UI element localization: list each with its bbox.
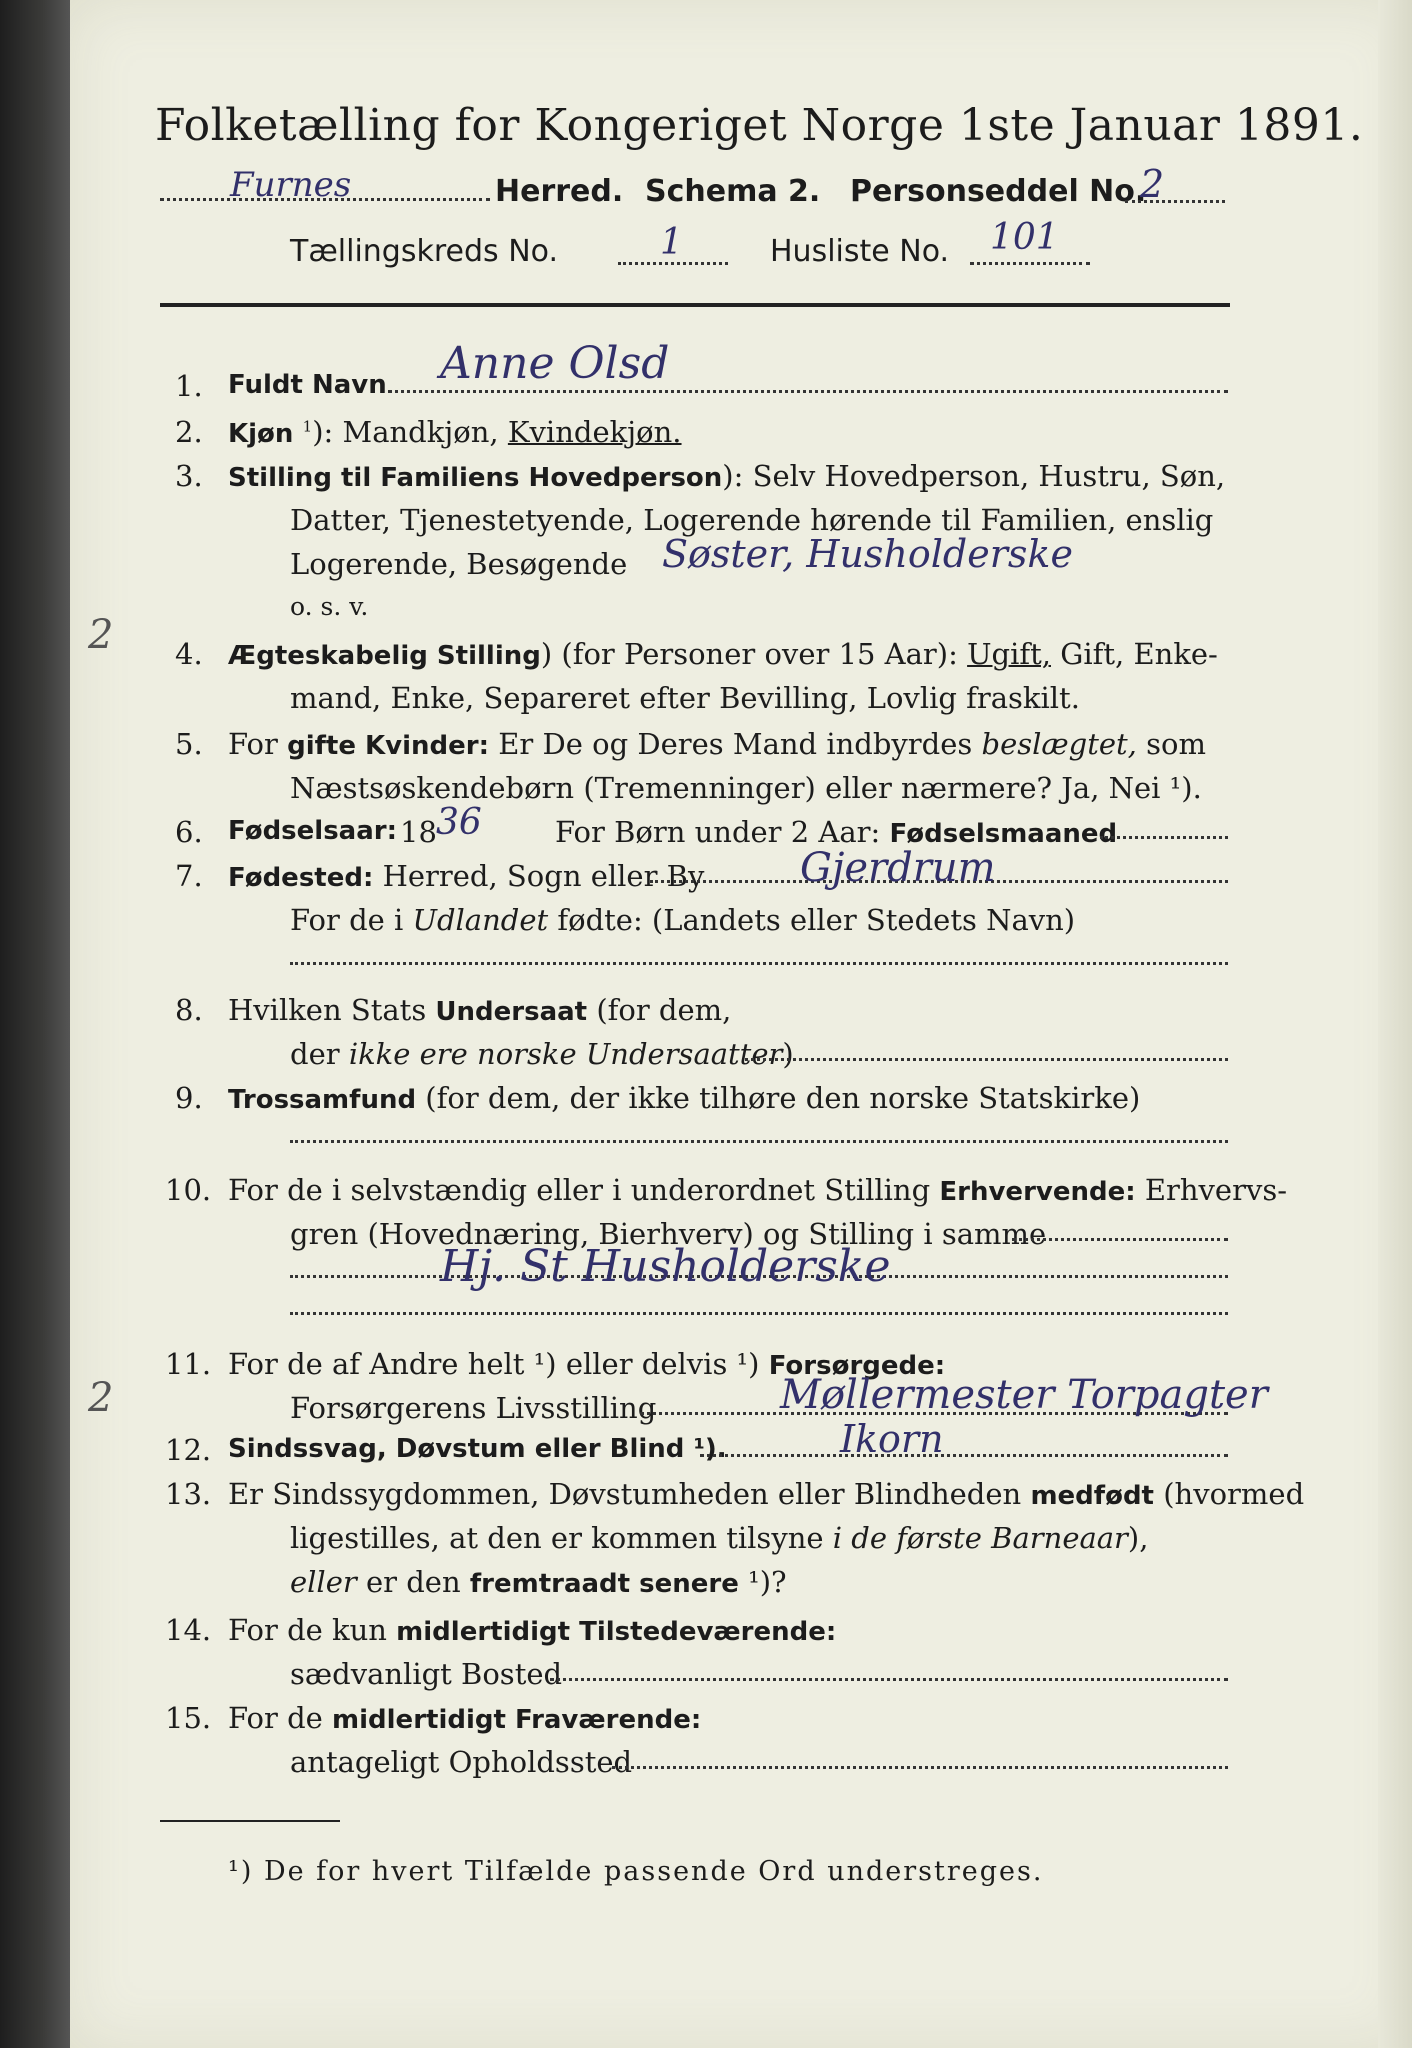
q7-line2-a: For de i	[290, 903, 413, 937]
q8-line1-a: Hvilken Stats	[228, 993, 436, 1027]
q10-line1	[228, 1173, 1288, 1207]
q13-line2-c: ),	[1127, 1521, 1149, 1555]
q2-label: Kjøn	[228, 419, 294, 449]
q3-line1	[228, 459, 1226, 493]
q2-number: 2.	[175, 415, 203, 449]
personseddel-value: 2	[1140, 162, 1165, 206]
q3-label: Stilling til Familiens Hovedperson	[228, 463, 723, 493]
q9-rest: (for dem, der ikke tilhøre den norske Statskirke)	[416, 1081, 1141, 1115]
q5-line1-e: som	[1136, 727, 1206, 761]
q4-number: 4.	[175, 637, 203, 671]
q8-line1-b: Undersaat	[435, 997, 588, 1027]
q6-prefix: 18	[400, 815, 437, 849]
q8-dotted-line	[745, 1058, 1228, 1061]
q13-line2-a: ligestilles, at den er kommen tilsyne	[290, 1521, 833, 1555]
q13-number: 13.	[165, 1477, 212, 1511]
q5-line1	[228, 727, 1206, 761]
schema-label: Schema 2.	[645, 174, 821, 209]
herred-value: Furnes	[230, 165, 352, 205]
q12-number: 12.	[165, 1433, 212, 1467]
q13-line1-a: Er Sindssygdommen, Døvstumheden eller Blindheden	[228, 1477, 1031, 1511]
q11-line1-b: Forsørgede:	[768, 1351, 946, 1381]
q2-line	[228, 415, 682, 449]
q8-line1	[228, 993, 732, 1027]
q13-line3	[290, 1565, 787, 1599]
q10-answer: Hj. St Husholderske	[440, 1241, 891, 1292]
q3-number: 3.	[175, 459, 203, 493]
q4-line1-b: Ugift,	[967, 637, 1051, 671]
q6-rest-a: For Børn under 2 Aar:	[555, 815, 890, 849]
q6-label: Fødselsaar:	[228, 816, 397, 846]
q5-line2: Næstsøskendebørn (Tremenninger) eller nærmere? Ja, Nei ¹).	[290, 771, 1202, 805]
q3-line2: Datter, Tjenestetyende, Logerende hørende til Familien, enslig	[290, 503, 1214, 537]
q7-dotted-line-2	[290, 962, 1228, 965]
q6-dotted-line	[1100, 836, 1228, 839]
q11-answer: Møllermester Torpagter	[780, 1372, 1268, 1418]
q12-answer: Ikorn	[840, 1417, 944, 1461]
q12-dotted-line	[700, 1454, 1228, 1457]
q6-rest	[555, 815, 1118, 849]
q1-dotted-line	[388, 390, 1228, 393]
q13-line2-b: i de første Barneaar	[832, 1521, 1128, 1555]
q8-line2-b: ikke ere norske Undersaatter	[348, 1037, 783, 1071]
q14-line1-b: midlertidigt Tilstedeværende:	[396, 1617, 837, 1647]
q13-line3-d: ¹)?	[738, 1565, 787, 1599]
q8-line2-c: )	[782, 1037, 794, 1071]
q12-label: Sindssvag, Døvstum eller Blind ¹).	[228, 1434, 727, 1464]
q14-number: 14.	[165, 1613, 212, 1647]
q5-label-a: For	[228, 727, 288, 761]
q8-line2	[290, 1037, 794, 1071]
q10-number: 10.	[165, 1173, 212, 1207]
q4-line1	[228, 637, 1218, 671]
q7-line2	[290, 903, 1076, 937]
husliste-value: 101	[990, 217, 1059, 258]
q7-line1	[228, 859, 705, 893]
q4-line1-a: ) (for Personer over 15 Aar):	[540, 637, 968, 671]
q2-text-a: ): Mandkjøn,	[312, 415, 508, 449]
q7-line2-b: Udlandet	[412, 903, 549, 937]
q1-label: Fuldt Navn	[228, 370, 387, 400]
q10-line1-b: Erhvervende:	[939, 1177, 1136, 1207]
q5-label-b: gifte Kvinder:	[287, 731, 490, 761]
kreds-label: Tællingskreds No.	[290, 234, 558, 269]
q13-line2	[290, 1521, 1149, 1555]
q5-line1-d: beslægtet,	[981, 727, 1137, 761]
q14-line2: sædvanligt Bosted	[290, 1657, 563, 1691]
q2-sup: 1	[302, 417, 313, 436]
q3-answer: Søster, Husholderske	[662, 532, 1073, 576]
q15-number: 15.	[165, 1701, 212, 1735]
q15-line2: antageligt Opholdssted	[290, 1745, 633, 1779]
q13-line1-c: (hvormed	[1154, 1477, 1305, 1511]
husliste-dotted-line	[970, 262, 1090, 265]
q10-line2: gren (Hovednæring, Bierhverv) og Stilling i samme	[290, 1217, 1047, 1251]
husliste-label: Husliste No.	[770, 234, 950, 269]
q14-line1-a: For de kun	[228, 1613, 397, 1647]
q15-line1	[228, 1701, 702, 1735]
q8-number: 8.	[175, 993, 203, 1027]
q10-line1-c: Erhvervs-	[1135, 1173, 1288, 1207]
q15-dotted-line	[612, 1766, 1228, 1769]
q1-number: 1.	[175, 369, 203, 403]
q15-line1-b: midlertidigt Fraværende:	[332, 1705, 702, 1735]
q13-line3-a: eller	[290, 1565, 357, 1599]
q11-line1-a: For de af Andre helt ¹) eller delvis ¹)	[228, 1347, 769, 1381]
q10-dotted-line-1	[1012, 1238, 1228, 1241]
paper-edge	[1378, 0, 1412, 2048]
q10-line1-a: For de i selvstændig eller i underordnet Stilling	[228, 1173, 940, 1207]
q3-line1-rest: ): Selv Hovedperson, Hustru, Søn,	[722, 459, 1226, 493]
q10-dotted-line-3	[290, 1312, 1228, 1315]
personseddel-label: Personseddel No.	[850, 174, 1147, 209]
q13-line1-b: medfødt	[1030, 1481, 1154, 1511]
q9-dotted-line	[290, 1140, 1228, 1143]
q7-answer: Gjerdrum	[800, 845, 996, 891]
scan-background	[0, 0, 70, 2048]
q13-line3-b: er den	[356, 1565, 470, 1599]
q9-label: Trossamfund	[228, 1085, 417, 1115]
q2-text-b: Kvindekjøn.	[507, 415, 682, 449]
q7-line1-rest: Herred, Sogn eller By	[373, 859, 705, 893]
q9-line1	[228, 1081, 1141, 1115]
footnote-rule	[160, 1820, 340, 1822]
q15-line1-a: For de	[228, 1701, 333, 1735]
q7-label: Fødested:	[228, 863, 374, 893]
q8-line1-c: (for dem,	[587, 993, 732, 1027]
header-rule	[160, 303, 1230, 307]
q14-dotted-line	[550, 1678, 1228, 1681]
q4-line1-c: Gift, Enke-	[1050, 637, 1218, 671]
q11-line2: Forsørgerens Livsstilling	[290, 1391, 657, 1425]
q13-line1	[228, 1477, 1305, 1511]
q1-answer: Anne Olsd	[440, 338, 670, 389]
form-title: Folketælling for Kongeriget Norge 1ste Januar 1891.	[155, 100, 1364, 151]
q11-number: 11.	[165, 1347, 212, 1381]
q4-line2: mand, Enke, Separeret efter Bevilling, Lovlig fraskilt.	[290, 681, 1080, 715]
margin-mark-2: 2	[88, 1375, 114, 1421]
q6-number: 6.	[175, 815, 203, 849]
q5-number: 5.	[175, 727, 203, 761]
q7-line2-c: fødte: (Landets eller Stedets Navn)	[548, 903, 1076, 937]
q9-number: 9.	[175, 1081, 203, 1115]
q7-number: 7.	[175, 859, 203, 893]
kreds-value: 1	[660, 222, 683, 263]
q5-line1-c: Er De og Deres Mand indbyrdes	[489, 727, 982, 761]
q6-answer: 36	[436, 802, 482, 843]
margin-mark-1: 2	[88, 612, 114, 658]
herred-label: Herred.	[495, 174, 624, 209]
q3-line3: Logerende, Besøgende	[290, 547, 628, 581]
q6-rest-b: Fødselsmaaned	[889, 819, 1118, 849]
footnote: ¹) De for hvert Tilfælde passende Ord understreges.	[228, 1856, 1044, 1887]
q13-line3-c: fremtraadt senere	[469, 1569, 739, 1599]
q14-line1	[228, 1613, 837, 1647]
q3-line4: o. s. v.	[290, 592, 369, 621]
q4-label: Ægteskabelig Stilling	[228, 641, 541, 671]
q8-line2-a: der	[290, 1037, 349, 1071]
